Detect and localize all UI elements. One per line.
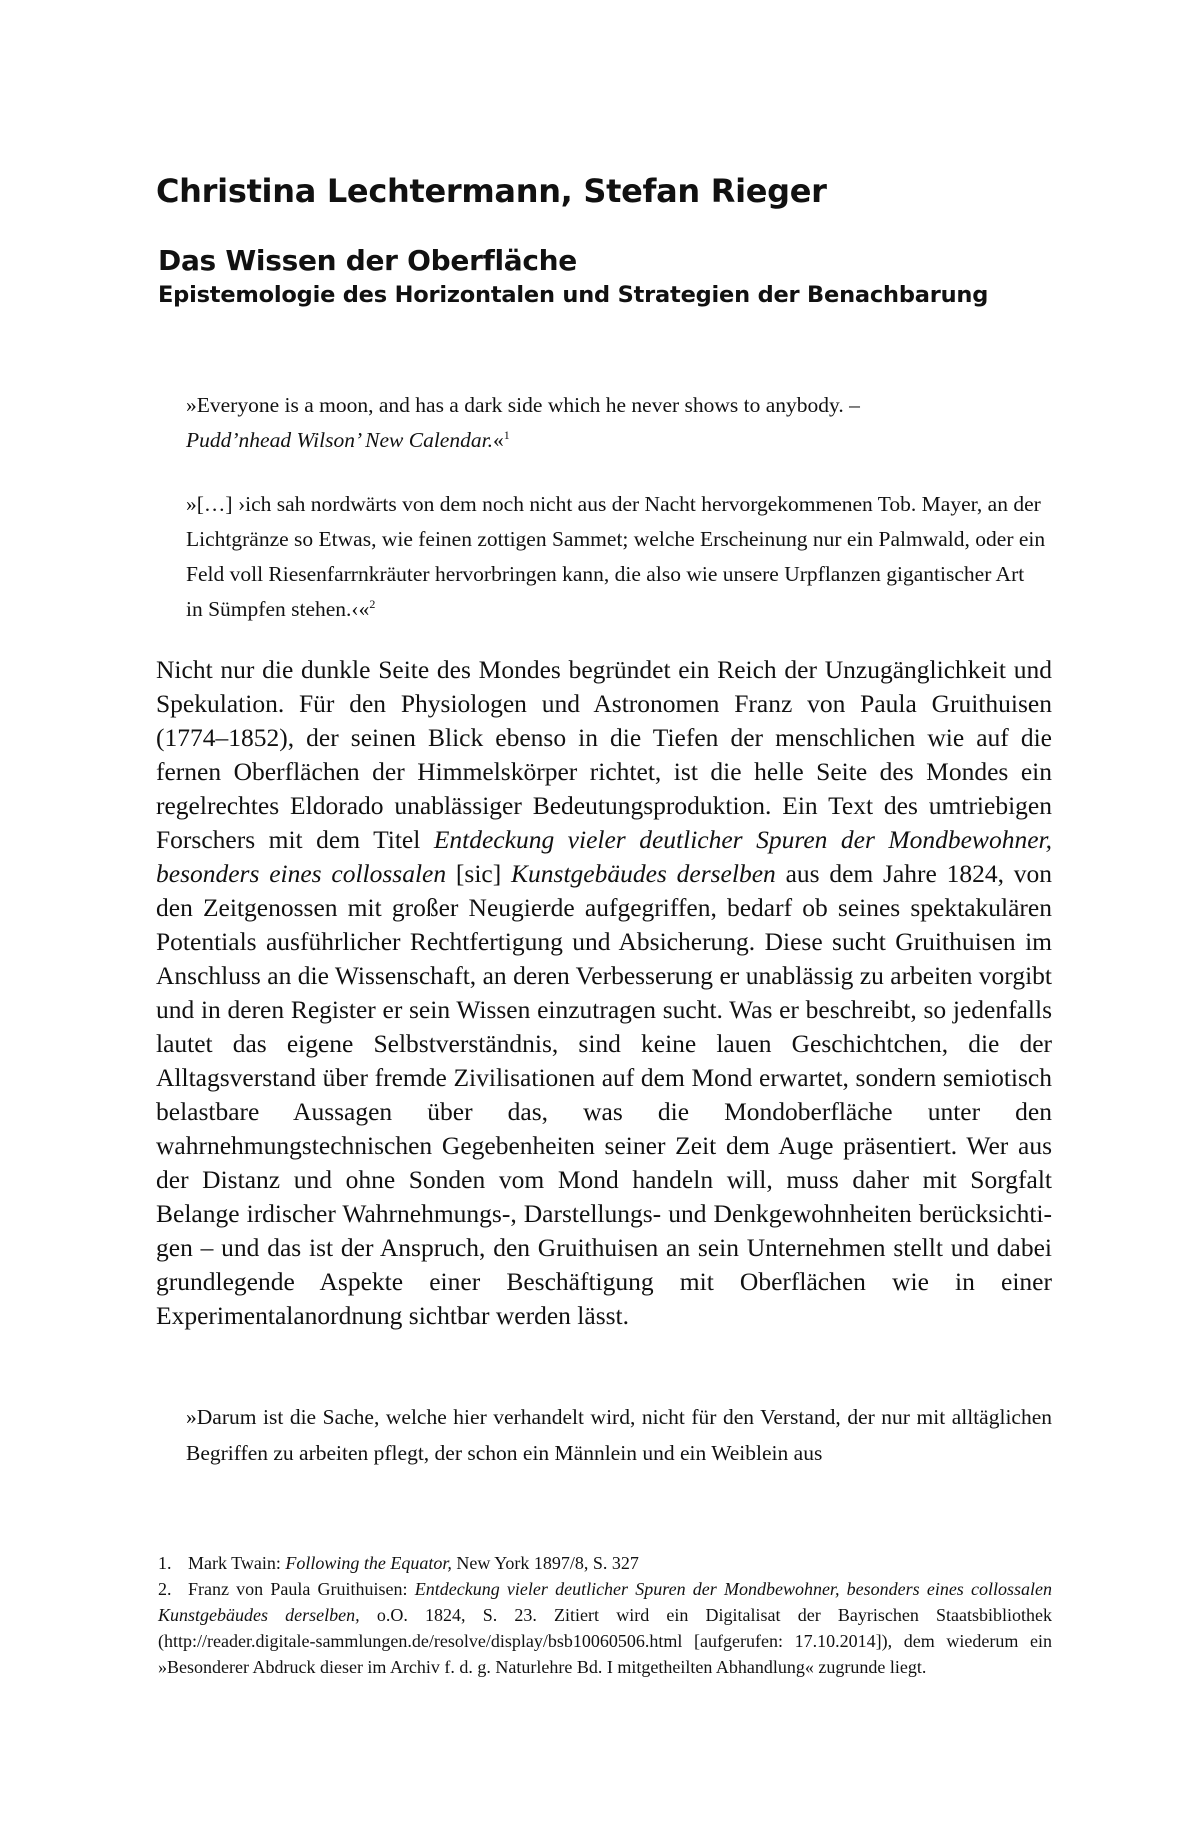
epigraph-gruithuisen-text: »[…] ›ich sah nordwärts von dem noch nicht aus der Nacht hervorgekommenen Tob. Mayer, an der Lichtgränze so Etwas, wie feinen zottigen Sammet; welche Erscheinung nur ein Palmwald, oder ein Feld voll Riesenfarrnkräuter hervorbringen kann, die also wie unsere Urpflanzen gigantischer Art in Sümpfen stehen.‹« [186,492,1046,621]
epigraph-gruithuisen [186,487,1046,627]
footnote-text: o.O. 1824, S. 23. Zitiert wird ein Digitalisat der Bayrischen Staatsbibliothek (http://reader.digitale-sammlungen.de/resolve/display/bsb10060506.html [aufgerufen: 17.10.2014]), dem wiederum ein »Besonderer Abdruck dieser im Archiv f. d. g. Naturlehre Bd. I mitgetheilten Abhandlung« zugrunde liegt. [158,1605,1052,1677]
footnote-text: Franz von Paula Gruithuisen: [188,1579,408,1599]
body-text-2: aus dem Jahre 1824, von den Zeitgenossen mit großer Neugierde aufgegriffen, bedarf ob seines spektakulären Potentials ausführlicher Rechtfertigung und Absicherung. Diese sucht Gruithuisen im Anschluss an die Wissenschaft, an deren Verbesserung er unablässig zu arbeiten vorgibt und in deren Register er sein Wissen einzutragen sucht. Was er beschreibt, so jedenfalls lautet das eigene Selbstverständnis, sind keine lauen Geschichtchen, die der Alltagsverstand über fremde Zivilisationen auf dem Mond erwartet, sondern semiotisch belastbare Aussagen über das, was die Mondoberfläche unter den wahrnehmungstechnischen Gegebenheiten seiner Zeit dem Auge präsentiert. Wer aus der Distanz und ohne Sonden vom Mond handeln will, muss daher mit Sorgfalt Belange irdischer Wahrnehmungs-, Darstellungs- und Denkgewohnheiten berücksichtigen – und das ist der Anspruch, den Gruithuisen an sein Unternehmen stellt und dabei grundlegende Aspekte einer Beschäftigung mit Oberflächen wie in einer Experimentalanordnung sichtbar werden lässt. [156,859,1053,1330]
block-quote: »Darum ist die Sache, welche hier verhandelt wird, nicht für den Verstand, der nur mit alltäglichen Begriffen zu arbeiten pflegt, der schon ein Männlein und ein Weiblein aus [186,1405,1052,1465]
footnote-italic: Following the Equator, [285,1553,452,1573]
article-title: Das Wissen der Oberfläche [158,244,577,277]
work-title: Entdeckung vieler deutlicher Spuren der Mondbewohner, besonders eines collossalen [156,825,1052,888]
footnote-1 [158,1550,1052,1576]
epigraph-twain [186,388,1046,458]
epigraph-twain-text: »Everyone is a moon, and has a dark side which he never shows to anybody. – [186,393,860,417]
body-paragraph [156,653,1052,1333]
footnote-ref-2[interactable]: 2 [369,596,376,611]
body-text-1: Nicht nur die dunkle Seite des Mondes begründet ein Reich der Unzugänglichkeit und Spekulation. Für den Physiologen und Astronomen Franz von Paula Gruithuisen (1774–1852), der seinen Blick ebenso in die Tiefen der menschlichen wie auf die fernen Oberflächen der Himmelskörper richtet, ist die helle Seite des Mondes ein regelrechtes Eldorado unablässiger Bedeutungsproduktion. Ein Text des umtriebigen Forschers mit dem Titel [156,655,1052,854]
authors-heading: Christina Lechtermann, Stefan Rieger [156,172,827,210]
footnotes [158,1550,1052,1680]
footnote-text: New York 1897/8, S. 327 [456,1553,639,1573]
footnote-text: Mark Twain: [188,1553,281,1573]
footnote-number: 2. [158,1579,172,1599]
epigraph-twain-close: « [492,428,504,452]
footnote-2 [158,1576,1052,1680]
footnote-ref-1[interactable]: 1 [503,427,510,442]
footnote-number: 1. [158,1553,172,1573]
epigraph-twain-source: Pudd’nhead Wilson’ New Calendar. [186,428,493,452]
footnote-italic: Entdeckung vieler deutlicher Spuren der Mondbewohner, besonders eines collossalen Kunstgebäudes derselben, [158,1579,1052,1625]
sic-marker: [sic] [455,859,502,888]
article-subtitle: Epistemologie des Horizontalen und Strategien der Benachbarung [158,282,989,308]
work-title-continued: Kunstgebäudes derselben [511,859,776,888]
